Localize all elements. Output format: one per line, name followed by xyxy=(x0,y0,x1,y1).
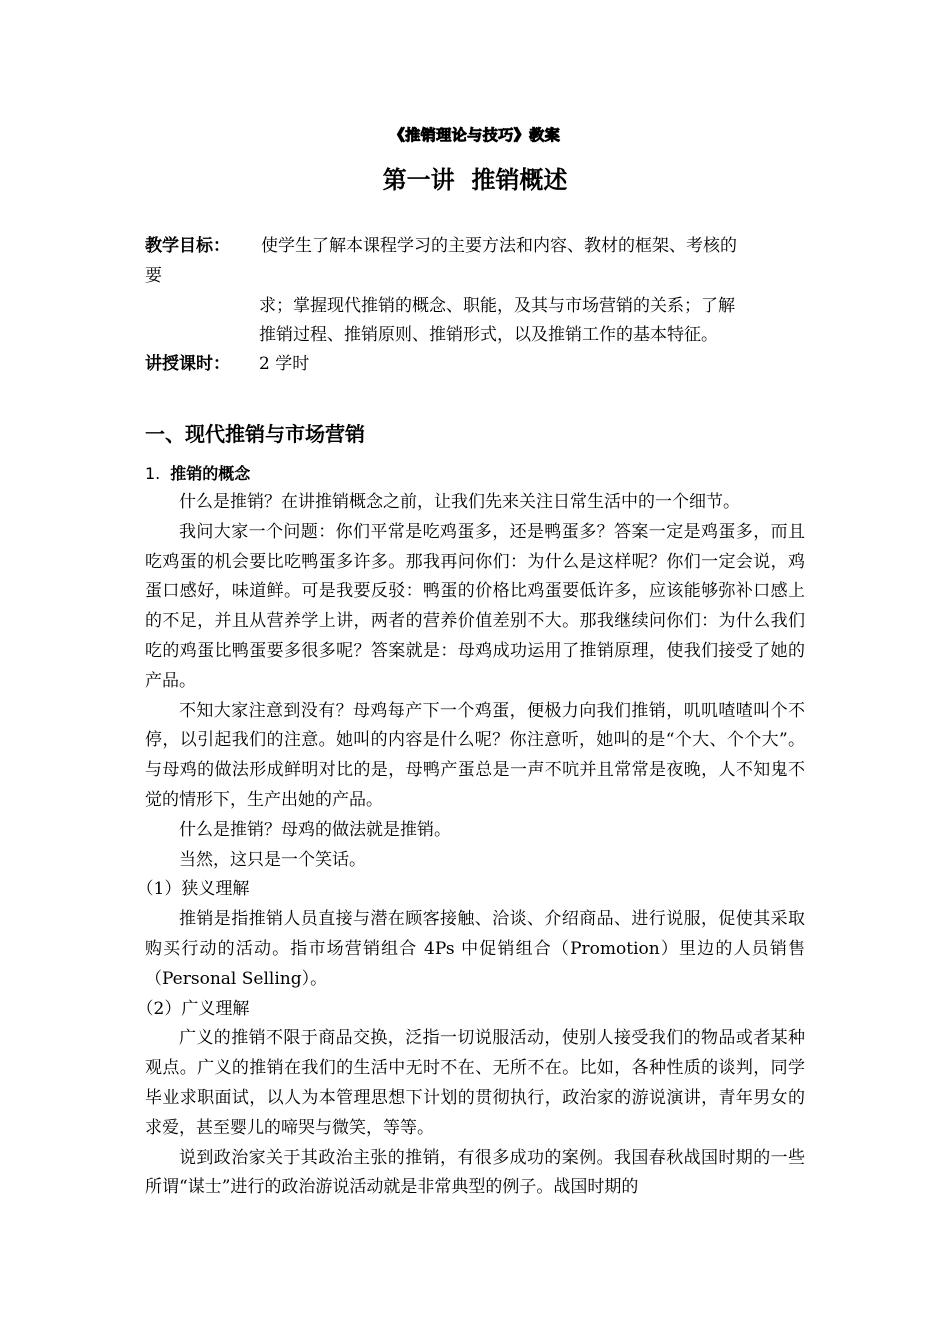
paragraph: 推销是指推销人员直接与潜在顾客接触、洽谈、介绍商品、进行说服，促使其采取购买行动的活动。指市场营销组合 4Ps 中促销组合（Promotion）里边的人员销售（Personal Selling）。 xyxy=(145,909,805,989)
body-text xyxy=(136,488,805,1203)
section-heading: 一、现代推销与市场营销 xyxy=(145,422,365,446)
paragraph: 什么是推销？在讲推销概念之前，让我们先来关注日常生活中的一个细节。 xyxy=(179,492,740,512)
objective-line: 推销过程、推销原则、推销形式，以及推销工作的基本特征。 xyxy=(259,325,718,345)
paragraph: 广义的推销不限于商品交换，泛指一切说服活动，使别人接受我们的物品或者某种观点。广义的推销在我们的生活中无时不在、无所不在。比如，各种性质的谈判，同学毕业求职面试，以人为本管理思想下计划的贯彻执行，政治家的游说演讲，青年男女的求爱，甚至婴儿的啼哭与微笑，等等。 xyxy=(145,1028,805,1138)
document-title: 《推销理论与技巧》教案 xyxy=(389,126,561,144)
paragraph: 说到政治家关于其政治主张的推销，有很多成功的案例。我国春秋战国时期的一些所谓“谋士”进行的政治游说活动就是非常典型的例子。战国时期的 xyxy=(145,1147,805,1198)
sub-heading-number: 1. xyxy=(145,464,161,483)
hours-label: 讲授课时： xyxy=(145,354,230,374)
sub-heading xyxy=(145,461,250,487)
objective-line: 要 xyxy=(145,266,162,286)
lecture-title: 第一讲 推销概述 xyxy=(382,166,568,194)
paragraph: 不知大家注意到没有？母鸡每产下一个鸡蛋，便极力向我们推销，叽叽喳喳叫个不停，以引起我们的注意。她叫的内容是什么呢？你注意听，她叫的是“个大、个个大”。与母鸡的做法形成鲜明对比的是，母鸭产蛋总是一声不吭并且常常是夜晚，人不知鬼不觉的情形下，生产出她的产品。 xyxy=(145,700,805,810)
hours-value: 2 学时 xyxy=(259,354,310,374)
subsection-label: （2）广义理解 xyxy=(136,998,250,1019)
objective-line: 使学生了解本课程学习的主要方法和内容、教材的框架、考核的 xyxy=(261,236,737,256)
objective-label: 教学目标： xyxy=(145,236,230,256)
sub-heading-title: 推销的概念 xyxy=(170,464,251,483)
paragraph: 当然，这只是一个笑话。 xyxy=(179,849,366,870)
objective-line: 求；掌握现代推销的概念、职能，及其与市场营销的关系；了解 xyxy=(259,296,735,316)
paragraph: 我问大家一个问题：你们平常是吃鸡蛋多，还是鸭蛋多？答案一定是鸡蛋多，而且吃鸡蛋的机会要比吃鸭蛋多许多。那我再问你们：为什么是这样呢？你们一定会说，鸡蛋口感好，味道鲜。可是我要反驳：鸭蛋的价格比鸡蛋要低许多，应该能够弥补口感上的不足，并且从营养学上讲，两者的营养价值差别不大。那我继续问你们：为什么我们吃的鸡蛋比鸭蛋要多很多呢？答案就是：母鸡成功运用了推销原理，使我们接受了她的产品。 xyxy=(145,521,805,691)
subsection-label: （1）狭义理解 xyxy=(136,879,250,900)
paragraph: 什么是推销？母鸡的做法就是推销。 xyxy=(179,819,451,840)
